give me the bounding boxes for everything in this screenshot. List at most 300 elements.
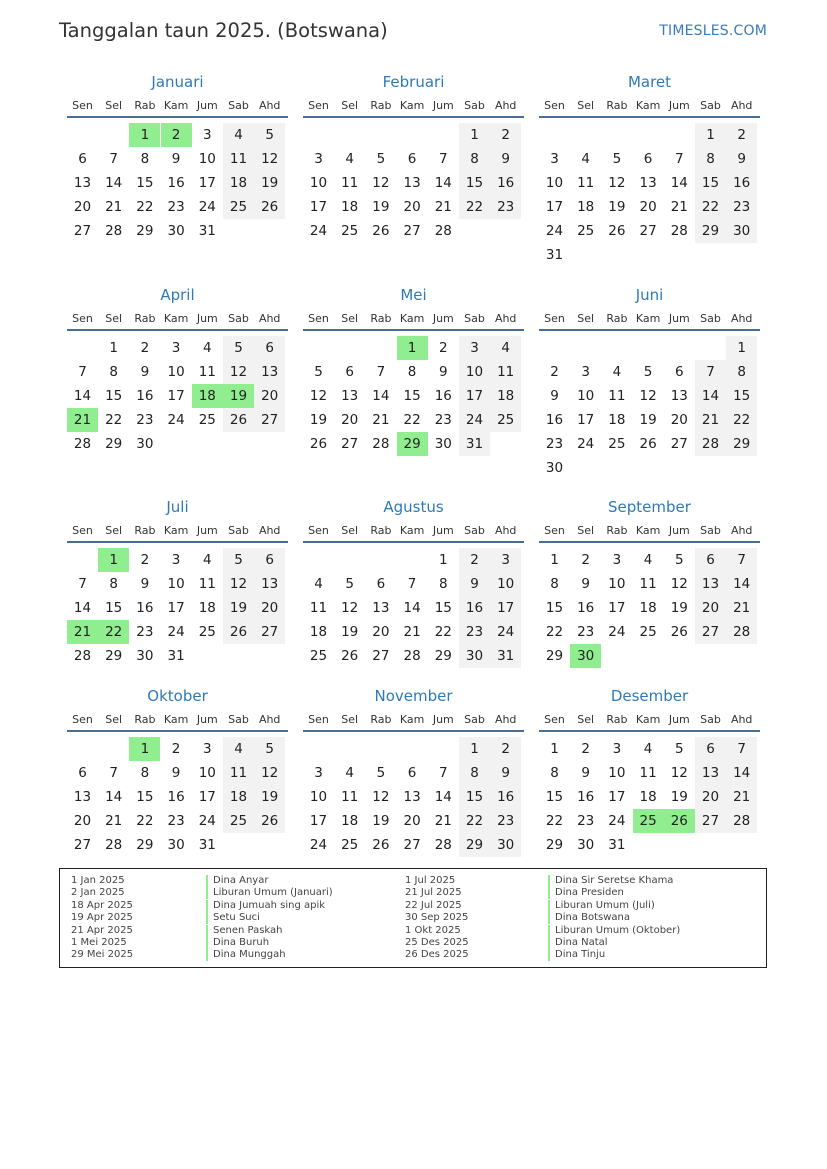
day-cell: 1: [459, 737, 490, 761]
day-cell: 1: [459, 123, 490, 147]
holiday-day-cell: 1: [397, 336, 428, 360]
day-cell: 7: [109, 151, 118, 167]
month-mei: [303, 286, 524, 486]
weekday-label: Sen: [544, 312, 565, 325]
legend-date: 1 Mei 2025: [71, 937, 127, 948]
weekday-label: Sab: [464, 524, 485, 537]
weekday-label: Sen: [308, 99, 329, 112]
month-name: November: [374, 687, 453, 705]
day-cell: 14: [105, 175, 123, 191]
day-cell: 6: [254, 548, 285, 572]
day-cell: 24: [545, 223, 564, 239]
weekday-label: Ahd: [494, 99, 517, 112]
day-cell: 26: [372, 223, 390, 239]
day-cell: 25: [490, 408, 521, 432]
holiday-day-cell: 25: [633, 809, 664, 833]
month-name: Januari: [151, 73, 204, 91]
day-cell: 7: [109, 765, 118, 781]
day-cell: 11: [490, 360, 521, 384]
day-cell: 22: [695, 195, 726, 219]
legend-date: 1 Jan 2025: [71, 875, 125, 886]
day-cell: 20: [670, 412, 688, 428]
day-cell: 13: [254, 360, 285, 384]
day-cell: 13: [639, 175, 657, 191]
day-cell: 22: [136, 813, 154, 829]
weekday-label: Sen: [72, 524, 93, 537]
day-cell: 30: [577, 837, 595, 853]
day-cell: 15: [695, 171, 726, 195]
day-cell: 28: [434, 837, 452, 853]
day-cell: 23: [459, 620, 490, 644]
day-cell: 6: [407, 151, 417, 167]
day-cell: 14: [73, 600, 92, 616]
day-cell: 6: [675, 364, 684, 380]
day-cell: 17: [309, 199, 328, 215]
day-cell: 7: [376, 364, 386, 380]
day-cell: 5: [345, 576, 354, 592]
day-cell: 26: [639, 436, 657, 452]
day-cell: 27: [73, 223, 92, 239]
day-cell: 16: [459, 596, 490, 620]
day-cell: 7: [78, 364, 87, 380]
day-cell: 17: [198, 789, 216, 805]
day-cell: 4: [612, 364, 622, 380]
day-cell: 16: [545, 412, 564, 428]
weekday-label: Rab: [134, 312, 156, 325]
day-cell: 2: [439, 340, 448, 356]
day-cell: 23: [545, 436, 564, 452]
day-cell: 20: [403, 813, 421, 829]
day-cell: 8: [459, 761, 490, 785]
day-cell: 13: [372, 600, 390, 616]
day-cell: 17: [198, 175, 216, 191]
day-cell: 10: [167, 364, 185, 380]
day-cell: 9: [140, 364, 150, 380]
day-cell: 30: [167, 223, 185, 239]
month-name: September: [608, 498, 691, 516]
day-cell: 29: [695, 219, 726, 243]
weekday-label: Sab: [464, 713, 485, 726]
day-cell: 8: [140, 151, 150, 167]
day-cell: 17: [545, 199, 564, 215]
weekday-label: Sel: [341, 312, 359, 325]
day-cell: 27: [695, 809, 726, 833]
day-cell: 12: [341, 600, 359, 616]
day-cell: 20: [695, 596, 726, 620]
weekday-label: Rab: [606, 312, 628, 325]
day-cell: 16: [136, 600, 154, 616]
weekday-label: Sab: [464, 312, 485, 325]
day-cell: 23: [136, 412, 154, 428]
holiday-day-cell: 26: [664, 809, 695, 833]
day-cell: 14: [73, 388, 92, 404]
day-cell: 8: [550, 576, 559, 592]
legend-holiday-name: Setu Suci: [206, 912, 260, 924]
month-name: Desember: [610, 687, 689, 705]
day-cell: 17: [459, 384, 490, 408]
day-cell: 28: [105, 837, 123, 853]
month-april: [67, 286, 288, 486]
page-title: Tanggalan taun 2025. (Botswana): [59, 19, 388, 42]
day-cell: 19: [372, 813, 390, 829]
legend-date: 19 Apr 2025: [71, 912, 133, 924]
day-cell: 15: [105, 600, 123, 616]
day-cell: 18: [309, 624, 328, 640]
day-cell: 8: [140, 765, 150, 781]
day-cell: 6: [254, 336, 285, 360]
weekday-label: Ahd: [258, 99, 281, 112]
weekday-label: Kam: [635, 713, 661, 726]
holiday-day-cell: 21: [67, 408, 98, 432]
day-cell: 24: [459, 408, 490, 432]
day-cell: 28: [726, 620, 757, 644]
legend-holiday-name: Liburan Umum (Oktober): [548, 925, 680, 937]
day-cell: 5: [254, 737, 285, 761]
day-cell: 8: [407, 364, 417, 380]
day-cell: 19: [223, 596, 254, 620]
day-cell: 19: [639, 412, 657, 428]
day-cell: 21: [372, 412, 390, 428]
day-cell: 15: [434, 600, 452, 616]
day-cell: 9: [490, 147, 521, 171]
day-cell: 31: [459, 432, 490, 456]
holiday-day-cell: 1: [129, 737, 160, 761]
day-cell: 12: [670, 765, 688, 781]
day-cell: 21: [105, 199, 123, 215]
day-cell: 8: [695, 147, 726, 171]
weekday-label: Jum: [432, 524, 454, 537]
weekday-label: Sel: [341, 713, 359, 726]
day-cell: 9: [439, 364, 448, 380]
weekday-label: Sab: [700, 713, 721, 726]
day-cell: 6: [376, 576, 386, 592]
day-cell: 15: [545, 600, 564, 616]
weekday-label: Jum: [196, 99, 218, 112]
day-cell: 25: [608, 436, 626, 452]
legend-date: 21 Jul 2025: [405, 887, 462, 899]
weekday-label: Sab: [700, 312, 721, 325]
day-cell: 25: [198, 412, 216, 428]
day-cell: 10: [577, 388, 595, 404]
weekday-label: Jum: [196, 524, 218, 537]
weekday-label: Rab: [134, 99, 156, 112]
day-cell: 6: [695, 737, 726, 761]
weekday-label: Jum: [668, 524, 690, 537]
day-cell: 9: [581, 765, 590, 781]
weekday-label: Sab: [700, 99, 721, 112]
month-oktober: [67, 687, 288, 887]
day-cell: 16: [577, 789, 595, 805]
weekday-label: Rab: [370, 524, 392, 537]
day-cell: 17: [608, 600, 626, 616]
month-agustus: [303, 498, 524, 698]
day-cell: 10: [167, 576, 185, 592]
weekday-label: Kam: [399, 99, 425, 112]
day-cell: 23: [726, 195, 757, 219]
day-cell: 9: [490, 761, 521, 785]
day-cell: 19: [254, 785, 285, 809]
day-cell: 28: [670, 223, 688, 239]
day-cell: 6: [345, 364, 354, 380]
day-cell: 28: [434, 223, 452, 239]
header-rule: [303, 730, 524, 732]
day-cell: 2: [459, 548, 490, 572]
day-cell: 30: [459, 644, 490, 668]
day-cell: 29: [459, 833, 490, 857]
header-rule: [303, 116, 524, 118]
day-cell: 3: [612, 552, 622, 568]
month-name: Februari: [382, 73, 445, 91]
day-cell: 11: [639, 576, 657, 592]
legend-holiday-name: Dina Buruh: [206, 937, 269, 949]
day-cell: 18: [341, 199, 359, 215]
month-name: Juli: [166, 498, 189, 516]
day-cell: 22: [434, 624, 452, 640]
day-cell: 13: [695, 761, 726, 785]
legend-date: 30 Sep 2025: [405, 912, 469, 924]
day-cell: 10: [309, 175, 328, 191]
weekday-label: Sel: [341, 524, 359, 537]
header-rule: [539, 541, 760, 543]
day-cell: 4: [345, 765, 354, 781]
day-cell: 7: [78, 576, 87, 592]
day-cell: 22: [105, 412, 123, 428]
holiday-day-cell: 30: [570, 644, 601, 668]
day-cell: 24: [490, 620, 521, 644]
weekday-label: Sen: [544, 713, 565, 726]
legend-holiday-name: Dina Sir Seretse Khama: [548, 875, 673, 887]
day-cell: 31: [198, 837, 216, 853]
weekday-label: Sel: [577, 99, 595, 112]
day-cell: 2: [490, 737, 521, 761]
day-cell: 2: [581, 741, 590, 757]
day-cell: 10: [490, 572, 521, 596]
day-cell: 28: [105, 223, 123, 239]
day-cell: 31: [545, 247, 564, 263]
month-name: Juni: [635, 286, 664, 304]
legend-holiday-name: Dina Jumuah sing apik: [206, 900, 325, 912]
day-cell: 11: [341, 789, 359, 805]
day-cell: 21: [726, 785, 757, 809]
month-name: Mei: [400, 286, 427, 304]
day-cell: 10: [545, 175, 564, 191]
day-cell: 23: [136, 624, 154, 640]
weekday-label: Jum: [668, 312, 690, 325]
month-september: [539, 498, 760, 698]
day-cell: 8: [109, 364, 118, 380]
weekday-label: Jum: [196, 312, 218, 325]
day-cell: 13: [73, 175, 92, 191]
weekday-label: Sen: [72, 713, 93, 726]
brand-logo-link[interactable]: TIMESLES.COM: [659, 23, 767, 39]
day-cell: 30: [167, 837, 185, 853]
day-cell: 6: [78, 151, 87, 167]
weekday-label: Sab: [228, 312, 249, 325]
day-cell: 15: [403, 388, 421, 404]
weekday-label: Kam: [163, 312, 189, 325]
legend-holiday-name: Liburan Umum (Januari): [206, 887, 333, 899]
weekday-label: Jum: [668, 713, 690, 726]
weekday-label: Sab: [228, 524, 249, 537]
header-rule: [67, 730, 288, 732]
day-cell: 2: [171, 741, 181, 757]
day-cell: 24: [608, 624, 626, 640]
weekday-label: Kam: [399, 524, 425, 537]
day-cell: 1: [695, 123, 726, 147]
day-cell: 18: [223, 785, 254, 809]
weekday-label: Sel: [577, 524, 595, 537]
day-cell: 23: [490, 809, 521, 833]
day-cell: 5: [612, 151, 622, 167]
day-cell: 23: [577, 813, 595, 829]
day-cell: 29: [545, 837, 564, 853]
month-name: Maret: [627, 73, 672, 91]
day-cell: 2: [490, 123, 521, 147]
day-cell: 4: [203, 552, 212, 568]
day-cell: 10: [309, 789, 328, 805]
day-cell: 26: [223, 620, 254, 644]
day-cell: 14: [670, 175, 688, 191]
day-cell: 24: [167, 412, 185, 428]
day-cell: 28: [695, 432, 726, 456]
day-cell: 25: [223, 809, 254, 833]
day-cell: 17: [167, 600, 185, 616]
weekday-label: Ahd: [494, 524, 517, 537]
day-cell: 19: [309, 412, 328, 428]
day-cell: 20: [372, 624, 390, 640]
legend-date: 25 Des 2025: [405, 937, 469, 948]
month-februari: [303, 73, 524, 273]
day-cell: 22: [403, 412, 421, 428]
day-cell: 9: [171, 765, 181, 781]
day-cell: 27: [403, 223, 421, 239]
weekday-label: Sab: [228, 99, 249, 112]
day-cell: 14: [372, 388, 390, 404]
day-cell: 29: [136, 223, 154, 239]
weekday-label: Rab: [370, 312, 392, 325]
day-cell: 15: [136, 175, 154, 191]
day-cell: 21: [670, 199, 688, 215]
day-cell: 19: [608, 199, 626, 215]
weekday-label: Kam: [163, 99, 189, 112]
day-cell: 16: [167, 175, 185, 191]
day-cell: 12: [223, 360, 254, 384]
weekday-label: Ahd: [494, 312, 517, 325]
weekday-label: Jum: [432, 312, 454, 325]
day-cell: 9: [726, 147, 757, 171]
weekday-label: Ahd: [258, 524, 281, 537]
day-cell: 13: [73, 789, 92, 805]
day-cell: 11: [309, 600, 328, 616]
holiday-day-cell: 29: [397, 432, 428, 456]
day-cell: 10: [198, 765, 216, 781]
weekday-label: Sel: [577, 312, 595, 325]
day-cell: 27: [695, 620, 726, 644]
day-cell: 9: [550, 388, 559, 404]
day-cell: 15: [136, 789, 154, 805]
day-cell: 31: [608, 837, 626, 853]
day-cell: 4: [643, 741, 653, 757]
day-cell: 28: [726, 809, 757, 833]
day-cell: 10: [459, 360, 490, 384]
day-cell: 9: [581, 576, 590, 592]
day-cell: 12: [372, 789, 390, 805]
day-cell: 14: [695, 384, 726, 408]
day-cell: 25: [577, 223, 595, 239]
day-cell: 12: [223, 572, 254, 596]
day-cell: 25: [309, 648, 328, 664]
day-cell: 25: [198, 624, 216, 640]
weekday-label: Sab: [228, 713, 249, 726]
day-cell: 15: [105, 388, 123, 404]
weekday-label: Sen: [544, 99, 565, 112]
weekday-label: Sen: [308, 312, 329, 325]
legend-date: 1 Jul 2025: [405, 875, 456, 886]
day-cell: 18: [490, 384, 521, 408]
weekday-label: Kam: [163, 524, 189, 537]
weekday-label: Ahd: [730, 99, 753, 112]
day-cell: 14: [403, 600, 421, 616]
day-cell: 28: [73, 648, 92, 664]
day-cell: 4: [314, 576, 323, 592]
day-cell: 22: [545, 624, 564, 640]
day-cell: 14: [726, 761, 757, 785]
day-cell: 22: [726, 408, 757, 432]
day-cell: 1: [109, 340, 118, 356]
day-cell: 1: [726, 336, 757, 360]
weekday-label: Sab: [464, 99, 485, 112]
month-desember: [539, 687, 760, 887]
day-cell: 5: [675, 741, 684, 757]
day-cell: 14: [105, 789, 123, 805]
day-cell: 24: [198, 813, 216, 829]
day-cell: 14: [434, 175, 452, 191]
day-cell: 5: [643, 364, 653, 380]
day-cell: 14: [434, 789, 452, 805]
day-cell: 3: [203, 127, 212, 143]
weekday-label: Sel: [577, 713, 595, 726]
day-cell: 27: [403, 837, 421, 853]
day-cell: 24: [577, 436, 595, 452]
day-cell: 15: [459, 171, 490, 195]
day-cell: 22: [136, 199, 154, 215]
month-name: Agustus: [383, 498, 444, 516]
day-cell: 20: [403, 199, 421, 215]
day-cell: 16: [726, 171, 757, 195]
day-cell: 12: [372, 175, 390, 191]
day-cell: 18: [577, 199, 595, 215]
day-cell: 13: [341, 388, 359, 404]
day-cell: 9: [140, 576, 150, 592]
day-cell: 12: [254, 761, 285, 785]
header-rule: [539, 730, 760, 732]
day-cell: 6: [643, 151, 653, 167]
weekday-label: Jum: [432, 99, 454, 112]
day-cell: 13: [403, 175, 421, 191]
day-cell: 24: [608, 813, 626, 829]
day-cell: 5: [314, 364, 323, 380]
day-cell: 28: [73, 436, 92, 452]
weekday-label: Sel: [105, 524, 123, 537]
legend-holiday-name: Dina Botswana: [548, 912, 630, 924]
day-cell: 12: [608, 175, 626, 191]
day-cell: 24: [198, 199, 216, 215]
day-cell: 8: [459, 147, 490, 171]
weekday-label: Rab: [134, 713, 156, 726]
day-cell: 3: [171, 552, 181, 568]
day-cell: 23: [167, 199, 185, 215]
day-cell: 4: [345, 151, 354, 167]
